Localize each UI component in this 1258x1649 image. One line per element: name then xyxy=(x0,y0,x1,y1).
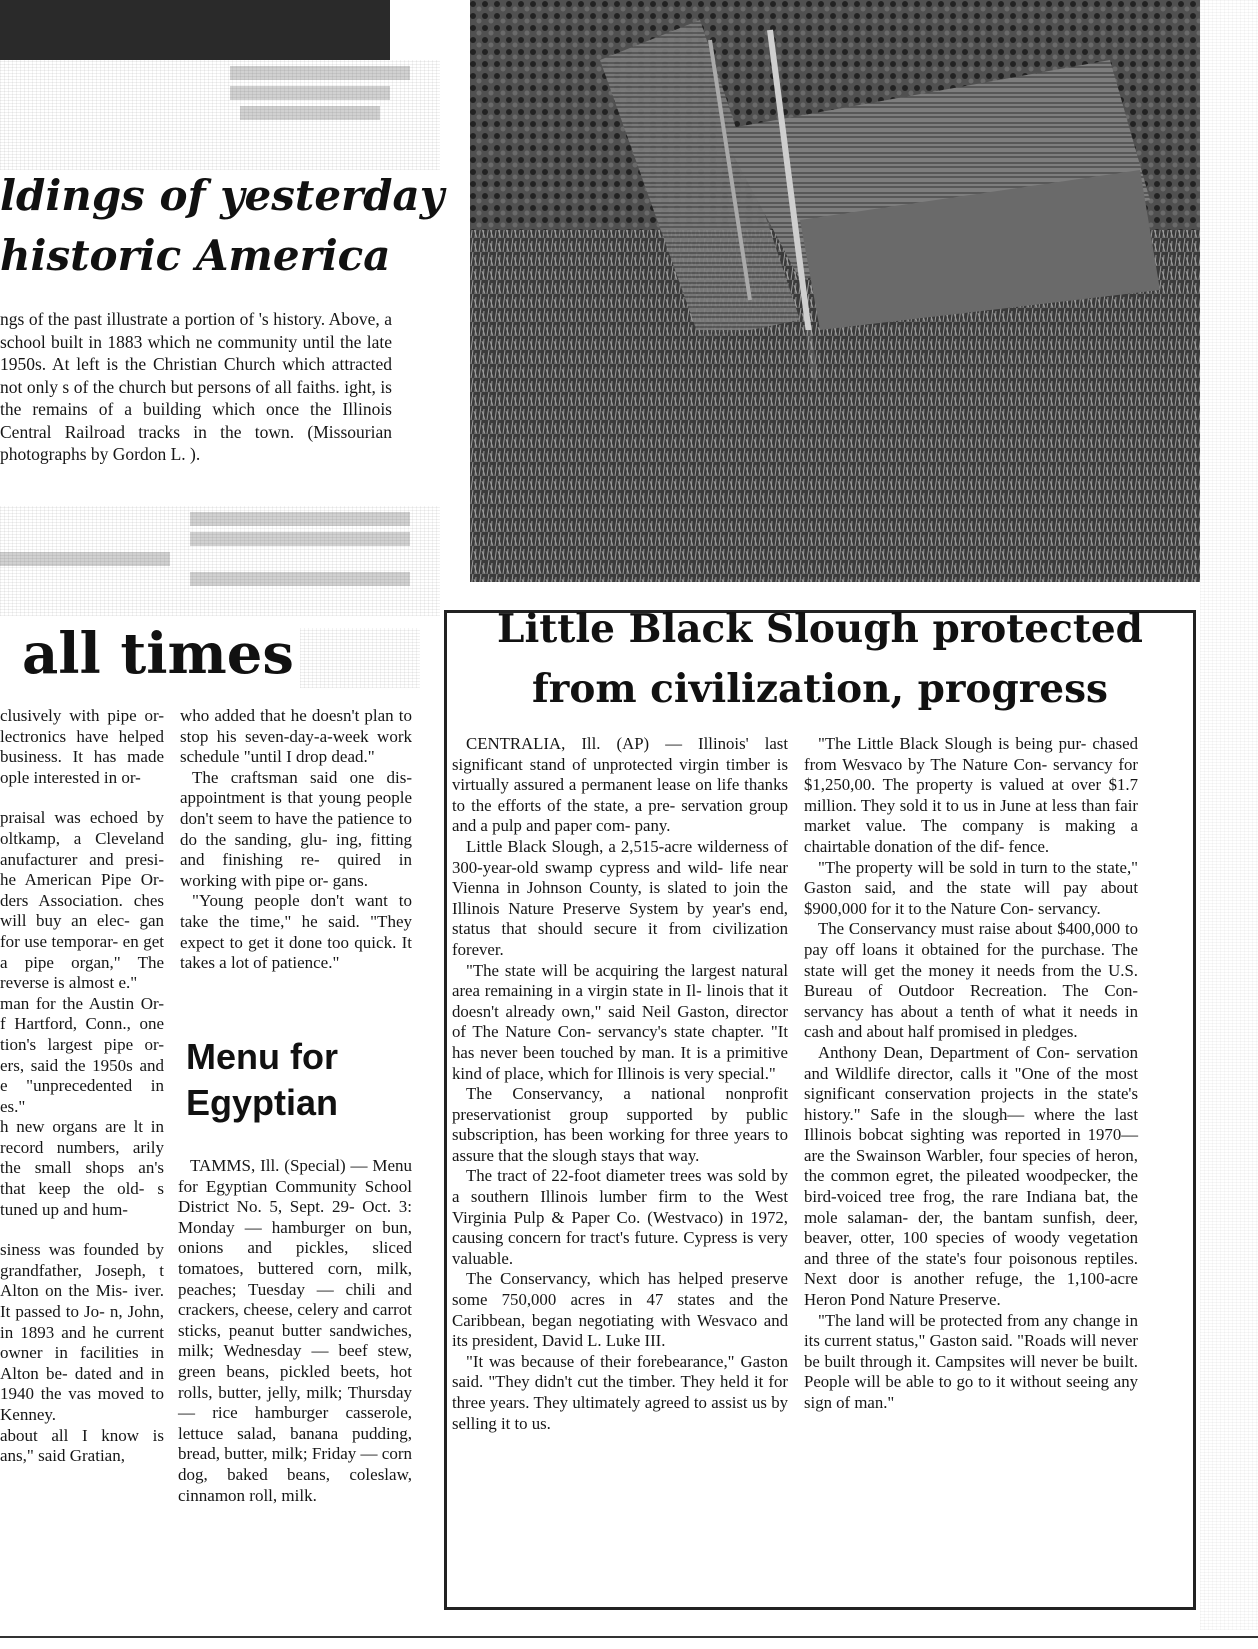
paragraph: "Young people don't want to take the time," he said. "They expect to get it done too quick. It takes a lot of patience." xyxy=(180,891,412,973)
menu-headline-line1: Menu for xyxy=(186,1036,338,1077)
page-edge xyxy=(1200,0,1258,1630)
menu-body: TAMMS, Ill. (Special) — Menu for Egyptian Community School District No. 5, Sept. 29- Oct. 3: Monday — hamburger on bun, onions and pickles, sliced tomatoes, buttered corn, milk, peaches; Tuesday — chili and crackers, cheese, celery and carrot sticks, peanut butter sandwiches, milk; Wednesday — beef stew, green beans, pickled beets, hot rolls, butter, jelly, milk; Thursday — rice hamburger casserole, lettuce salad, banana pudding, bread, butter, milk; Friday — corn dog, baked beans, coleslaw, cinnamon roll, milk. xyxy=(178,1156,412,1505)
news-photo xyxy=(470,0,1200,582)
paragraph: "It was because of their forebearance," Gaston said. "They didn't cut the timber. They held it for three years. They ultimately agreed to assist us by selling it to us. xyxy=(452,1351,788,1433)
paragraph: man for the Austin Or- f Hartford, Conn., one tion's largest pipe or- ers, said the 1950s and e "unprecedented in es." xyxy=(0,993,164,1116)
paragraph: who added that he doesn't plan to stop his seven-day-a-week work schedule "until I drop dead." xyxy=(180,706,412,767)
paragraph: CENTRALIA, Ill. (AP) — Illinois' last significant stand of unprotected virgin timber is virtually assured a permanent lease on life thanks to the efforts of the state, a pre- servation group and a pulp and paper com- pany. xyxy=(452,734,788,836)
menu-headline-line2: Egyptian xyxy=(186,1082,339,1123)
article-column-left xyxy=(452,734,788,1434)
paragraph: Anthony Dean, Department of Con- servation and Wildlife director, calls it "One of the most significant conservation projects in the state's history." Safe in the slough— where the last Illinois bobcat sighting was reported in 1970—are the Swainson Warbler, four species of heron, the common egret, the pileated woodpecker, the bird-voiced tree frog, the rare Indiana bat, the mole salaman- der, the bantam sunfish, deer, beaver, otter, 100 species of woody vegetation and three of the state's four poisonous reptiles. Next door is another refuge, the 1,100-acre Heron Pond Nature Preserve. xyxy=(804,1042,1138,1310)
paragraph: The craftsman said one dis- appointment is that young people don't seem to have the patience to do the sanding, glu- ing, fitting and finishing re- quired in working with pipe or- gans. xyxy=(180,767,412,890)
faded-text-area xyxy=(300,628,420,688)
paragraph: about all I know is ans," said Gratian, xyxy=(0,1425,164,1466)
pipe-organ-column-right xyxy=(180,706,412,974)
article-column-right xyxy=(804,734,1138,1414)
top-banner xyxy=(0,0,390,60)
article-headline-line1: Little Black Slough protected xyxy=(497,606,1143,652)
faded-text-area xyxy=(0,60,440,170)
photo-caption: ngs of the past illustrate a portion of 's history. Above, a school built in 1883 which ne community until the late 1950s. At left is the Christian Church which attracted not only s of the church but persons of all faiths. ight, is the remains of a building which once the Illinois Central Railroad tracks in the town. (Missourian photographs by Gordon L. ). xyxy=(0,309,392,464)
feature-headline-line2: historic America xyxy=(0,231,391,280)
paragraph: "The property will be sold in turn to the state," Gaston said, and the state will pay about $900,000 for it to the Nature Con- servancy. xyxy=(804,857,1138,918)
paragraph: h new organs are lt in record numbers, arily the small shops an's that keep the old- s tuned up and hum- xyxy=(0,1117,164,1219)
paragraph: The Conservancy, a national nonprofit preservationist group supported by public subscription, has been working for three years to assure that the slough stays that way. xyxy=(452,1084,788,1165)
pipe-organ-headline: all times xyxy=(22,621,294,687)
faded-text-area xyxy=(0,506,440,616)
paragraph: "The land will be protected from any change in its current status," Gaston said. "Roads will never be built through it. Campsites will never be built. People will be able to go to it without seeing any sign of man." xyxy=(804,1310,1138,1412)
paragraph: clusively with pipe or- lectronics have helped business. It has made ople interested in or- xyxy=(0,706,164,787)
paragraph: The Conservancy must raise about $400,000 to pay off loans it obtained for the purchase. The state will get the money it needs from the U.S. Bureau of Outdoor Recreation. The Con- servancy has about a tenth of what it needs in cash and about half promised in pledges. xyxy=(804,919,1138,1042)
feature-headline-line1: ldings of yesterday xyxy=(0,171,445,220)
paragraph: The tract of 22-foot diameter trees was sold by a southern Illinois lumber firm to the West Virginia Pulp & Paper Co. (Westvaco) in 1972, causing concern for tract's future. Cypress is very valuable. xyxy=(452,1166,788,1268)
paragraph: Little Black Slough, a 2,515-acre wilderness of 300-year-old swamp cypress and wild- life near Vienna in Johnson County, is slated to join the Illinois Nature Preserve System by year's end, status that should secure it from civilization forever. xyxy=(452,836,788,959)
pipe-organ-column-left xyxy=(0,706,164,1467)
article-headline-line2: from civilization, progress xyxy=(532,666,1108,712)
photo-building-ruins xyxy=(470,0,1200,582)
bottom-rule xyxy=(0,1636,1258,1638)
paragraph: praisal was echoed by oltkamp, a Cleveland anufacturer and presi- he American Pipe Or- ders Association. ches will buy an elec- gan for use temporar- en get a pipe organ," The reverse is almost e." xyxy=(0,808,164,993)
paragraph: "The Little Black Slough is being pur- chased from Wesvaco by The Nature Con- servancy for $1,250,00. The property is valued at over $1.7 million. They sold it to us in June at less than fair market value. The company is making a chairtable donation of the dif- fence. xyxy=(804,734,1138,856)
paragraph: "The state will be acquiring the largest natural area remaining in a virgin state in Il- linois that it doesn't already own," said Neil Gaston, director of The Nature Con- servancy's state chapter. "It has never been touched by man. It is a primitive kind of place, which for Illinois is very special." xyxy=(452,960,788,1083)
paragraph: The Conservancy, which has helped preserve some 750,000 acres in 47 states and the Caribbean, began negotiating with Wesvaco and its president, David L. Luke III. xyxy=(452,1269,788,1351)
paragraph: siness was founded by grandfather, Joseph, t Alton on the Mis- iver. It passed to Jo- n, John, in 1893 and he current owner in facilities in Alton be- dated and in 1940 the vas moved to Kenney. xyxy=(0,1240,164,1424)
